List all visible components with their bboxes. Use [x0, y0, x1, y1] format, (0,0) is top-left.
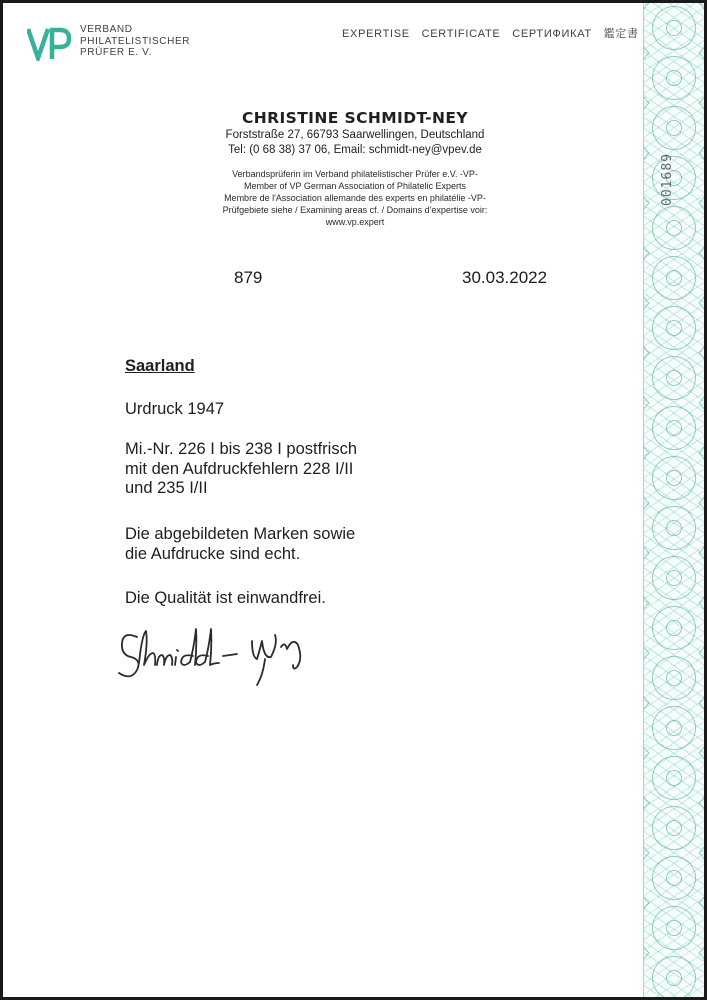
- catalog-paragraph: [125, 440, 357, 499]
- association-line: VERBAND: [80, 24, 133, 35]
- security-border: [643, 3, 704, 997]
- certificate-labels: [342, 25, 639, 41]
- association-line: PRÜFER E. V.: [80, 47, 152, 58]
- certificate-number: 879: [234, 268, 263, 287]
- expert-contact: Tel: (0 68 38) 37 06, Email: schmidt-ney@vpev.de: [228, 144, 482, 156]
- certificate-title: Saarland: [125, 357, 195, 375]
- membership-block: [123, 168, 587, 228]
- authenticity-line: Die abgebildeten Marken sowie: [125, 525, 356, 543]
- catalog-line: mit den Aufdruckfehlern 228 I/II: [125, 459, 354, 478]
- quality-statement: Die Qualität ist einwandfrei.: [125, 589, 326, 607]
- membership-line: Prüfgebiete siehe / Examining areas cf. / Domains d'expertise voir:: [222, 205, 488, 215]
- membership-line: Member of VP German Association of Philatelic Experts: [244, 181, 466, 191]
- vp-logo: [27, 27, 71, 66]
- catalog-line: Mi.-Nr. 226 I bis 238 I postfrisch: [125, 440, 358, 458]
- association-name: [80, 24, 190, 59]
- membership-website: www.vp.expert: [325, 217, 385, 227]
- expert-letterhead: [123, 108, 587, 228]
- label-certificate-japanese: 鑑定書: [603, 28, 639, 40]
- label-certificate-russian: СЕРТИФИКАТ: [512, 28, 592, 40]
- label-certificate: CERTIFICATE: [421, 28, 501, 40]
- expert-address: Forststraße 27, 66793 Saarwellingen, Deutschland: [225, 129, 485, 141]
- authenticity-line: die Aufdrucke sind echt.: [125, 544, 301, 563]
- membership-line: Membre de l'Association allemande des experts en philatélie -VP-: [224, 193, 486, 203]
- certificate-date: 30.03.2022: [462, 268, 548, 287]
- expert-name: CHRISTINE SCHMIDT-NEY: [242, 109, 468, 127]
- association-line: PHILATELISTISCHER: [80, 35, 191, 47]
- catalog-line: und 235 I/II: [125, 479, 208, 497]
- handwritten-signature: [115, 623, 335, 703]
- membership-line: Verbandsprüferin im Verband philatelistischer Prüfer e.V. -VP-: [232, 169, 478, 179]
- serial-number: 001689: [660, 153, 675, 206]
- label-expertise: EXPERTISE: [342, 28, 410, 40]
- edition-line: Urdruck 1947: [125, 400, 225, 418]
- authenticity-paragraph: [125, 525, 355, 564]
